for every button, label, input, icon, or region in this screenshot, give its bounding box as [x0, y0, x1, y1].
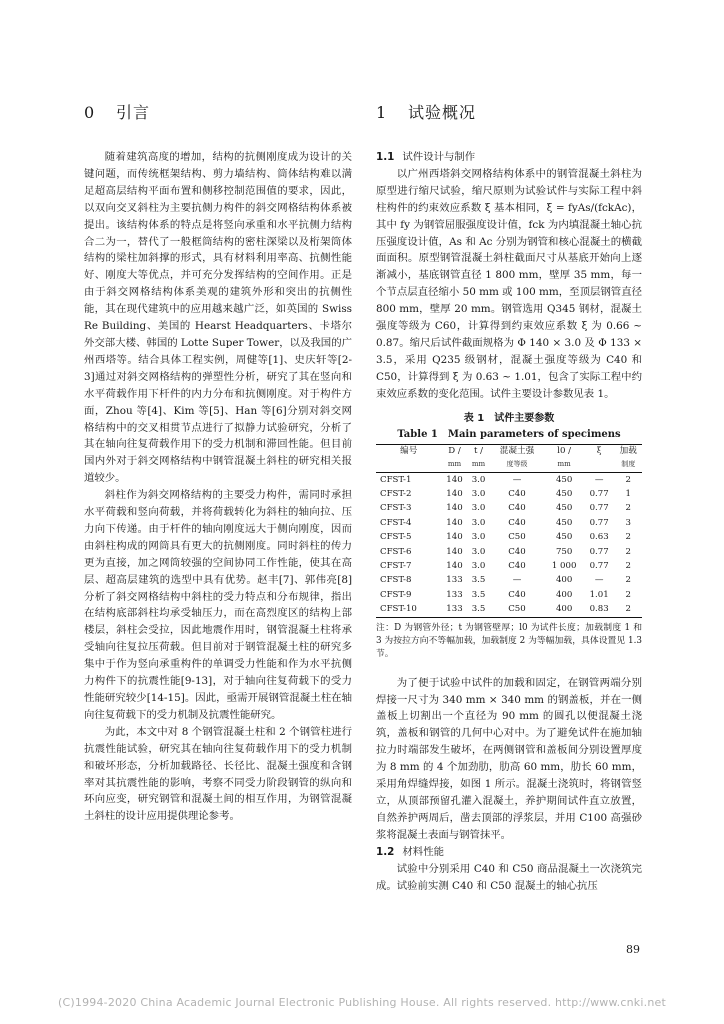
- table-row: [376, 487, 642, 501]
- table-cell: 3.0: [471, 474, 486, 485]
- table-caption-en: Table 1 Main parameters of specimens: [397, 428, 621, 440]
- subsection-heading-1-2: [376, 844, 642, 861]
- table-cell: 400: [555, 575, 573, 586]
- table-cell: 2: [625, 503, 631, 514]
- table-body: [376, 472, 642, 617]
- fabrication-paragraph: 为了便于试验中试件的加载和固定，在钢管两端分别焊接一尺寸为 340 mm × 340 mm 的钢盖板，并在一侧盖板上切割出一个直径为 90 mm 的圆孔以便混凝土浇筑，盖板和钢管的几何中心对中。为了避免试件在施加轴拉力时端部发生破坏，在两侧钢管和盖板间分别设置厚度为 8 mm 的 4 个加劲肋，肋高 60 mm，肋长 60 mm，采用角焊缝焊接，如图 1 所示。混凝土浇筑时，将钢管竖立，从顶部预留孔灌入混凝土，养护期间试件直立放置，自然养护两周后，凿去顶部的浮浆层，并用 C100 高强砂浆将混凝土表面与钢管抹平。: [376, 676, 642, 841]
- header-confinement: ξ: [596, 445, 602, 456]
- table-cell: 140: [446, 517, 463, 528]
- table-cell: 2: [625, 604, 631, 615]
- table-cell: 133: [446, 575, 463, 586]
- header-diameter-unit: mm: [447, 459, 462, 468]
- table-cell: 1 000: [551, 561, 577, 572]
- subsection-heading-1-1: [376, 149, 642, 166]
- material-properties-paragraph: 试验中分别采用 C40 和 C50 商品混凝土一次浇筑完成。试验前实测 C40 和 C50 混凝土的轴心抗压: [376, 862, 642, 892]
- table-header-row: [376, 444, 642, 458]
- table-cell: C40: [508, 517, 526, 528]
- table-cell: 0.77: [589, 561, 609, 572]
- table-cell: 133: [446, 604, 463, 615]
- table-cell: CFST-6: [380, 546, 412, 557]
- section-title-experiment-overview: [376, 100, 642, 123]
- table-cell: CFST-4: [380, 517, 412, 528]
- table-cell: 140: [446, 561, 463, 572]
- header-id: 编号: [400, 445, 418, 456]
- table-row: [376, 588, 642, 602]
- table-cell: C50: [508, 532, 526, 543]
- table-header-row-2: [376, 458, 642, 473]
- table-row: [376, 602, 642, 617]
- table-cell: 2: [625, 474, 631, 485]
- table-cell: 3.5: [471, 589, 486, 600]
- table-cell: 2: [625, 575, 631, 586]
- header-thickness: t /: [474, 445, 484, 456]
- section-title-text: 试验概况: [408, 103, 477, 122]
- table-cell: C40: [508, 546, 526, 557]
- table-cell: C50: [508, 604, 526, 615]
- table-caption-cn: 表 1 试件主要参数: [463, 412, 555, 424]
- table-cell: 3.0: [471, 489, 486, 499]
- table-row: [376, 472, 642, 487]
- table-cell: CFST-2: [380, 489, 412, 499]
- header-diameter: D /: [448, 445, 461, 456]
- table-cell: 450: [555, 532, 573, 543]
- table-cell: —: [594, 575, 604, 586]
- header-length: l0 /: [557, 445, 572, 456]
- header-loading: 加载: [619, 445, 637, 456]
- table-cell: CFST-8: [380, 575, 412, 586]
- table-cell: C40: [508, 589, 526, 600]
- subsection-number: 1.1: [376, 151, 395, 163]
- header-confinement-unit: [584, 458, 615, 473]
- table-cell: 2: [625, 589, 631, 600]
- table-cell: —: [512, 474, 522, 485]
- header-thickness-unit: mm: [471, 459, 486, 468]
- header-id-unit: [376, 458, 441, 473]
- table-note: 注：D 为钢管外径；t 为钢管壁厚；l0 为试件长度；加载制度 1 和 3 为按拉方向不等幅加载，加载制度 2 为等幅加载，具体设置见 1.3 节。: [376, 622, 642, 659]
- table-cell: 3.0: [471, 546, 486, 557]
- intro-paragraph-2: 斜柱作为斜交网格结构的主要受力构件，需同时承担水平荷载和竖向荷载，并将荷载转化为斜柱的轴向拉、压力向下传递。由于杆件的轴向刚度远大于侧向刚度，因而由斜柱构成的网筒具有更大的抗侧刚度。同时斜柱的传力更为直接，加之网筒较强的空间协同工作性能，使其在高层、超高层建筑的选型中具有优势。赵丰[7]、郭伟亮[8]分析了斜交网格结构中斜柱的受力特点和分布规律，指出在结构底部斜柱均承受轴压力，而在高烈度区的结构上部楼层，斜柱会受拉，因此地震作用时，钢管混凝土柱将承受轴向往复拉压荷载。但目前对于钢管混凝土柱的研究多集中于作为竖向承重构件的单调受力性能和作为水平抗侧力构件下的抗震性能[9-13]，对于轴向往复荷载下的受力性能研究较少[14-15]。因此，亟需开展钢管混凝土柱在轴向往复荷载下的受力机制及抗震性能研究。: [84, 489, 352, 721]
- table-cell: 1.01: [589, 589, 609, 600]
- intro-paragraph-1: 随着建筑高度的增加，结构的抗侧刚度成为设计的关键问题，而传统框架结构、剪力墙结构、筒体结构难以满足超高层结构平面布置和侧移控制范围值的要求，因此，以双向交叉斜柱为主要抗侧力构件的斜交网格结构体系被提出。该结构体系的特点是将竖向承重和水平抗侧力结构合二为一，替代了一般框筒结构的密柱深梁以及桁架筒体结构的梁柱加斜撑的形式，具有材料利用率高、抗侧性能好、刚度大等优点，并可充分发挥结构的空间作用。正是由于斜交网格结构体系美观的建筑外形和突出的抗侧性能，其在现代建筑中的应用越来越广泛，如英国的 Swiss Re Building、美国的 Hearst Headquarters、卡塔尔外交部大楼、韩国的 Lotte Super Tower，以及我国的广州西塔等。结合具体工程实例，周健等[1]、史庆轩等[2-3]通过对斜交网格结构的弹塑性分析，研究了其在竖向和水平荷载作用下杆件的内力分布和抗侧刚度。对于构件方面，Zhou 等[4]、Kim 等[5]、Han 等[6]分别对斜交网格结构中的交叉相贯节点进行了拟静力试验研究，分析了其在轴向往复荷载作用下的受力机制和滞回性能。但目前国内外对于斜交网格结构中钢管混凝土斜柱的研究相关报道较少。: [84, 151, 352, 485]
- table-row: [376, 573, 642, 587]
- table-cell: —: [512, 575, 522, 586]
- table-row: [376, 545, 642, 559]
- table-cell: CFST-9: [380, 589, 412, 600]
- table-cell: 3: [625, 517, 631, 528]
- subsection-number: 1.2: [376, 845, 395, 858]
- page-number: 89: [626, 943, 640, 956]
- table-cell: CFST-3: [380, 503, 412, 514]
- header-loading-line2: 制度: [621, 459, 636, 468]
- table-cell: 3.0: [471, 503, 486, 514]
- table-cell: C40: [508, 489, 526, 499]
- table-cell: 140: [446, 532, 463, 543]
- section-title-text: 引言: [116, 103, 151, 122]
- table-row: [376, 559, 642, 573]
- table-cell: 0.77: [589, 489, 609, 499]
- specimen-design-paragraph: 以广州西塔斜交网格结构体系中的钢管混凝土斜柱为原型进行缩尺试验，缩尺原则为试验试件与实际工程中斜柱构件的约束效应系数 ξ 基本相同，ξ = fyAs/(fckAc)，其中 fy 为钢管屈服强度设计值，fck 为内填混凝土轴心抗压强度设计值，As 和 Ac 分别为钢管和核心混凝土的横截面面积。原型钢管混凝土斜柱截面尺寸从基底开始向上逐渐减小，基底钢管直径 1 800 mm，壁厚 35 mm，每一个节点层直径缩小 50 mm 或 100 mm，至顶层钢管直径 800 mm，壁厚 20 mm。钢管选用 Q345 钢材，混凝土强度等级为 C60，计算得到约束效应系数 ξ 为 0.66 ~ 0.87。缩尺后试件截面规格为 Φ 140 × 3.0 及 Φ 133 × 3.5，采用 Q235 级钢材，混凝土强度等级为 C40 和 C50，计算得到 ξ 为 0.63 ~ 1.01，包含了实际工程中约束效应系数的变化范围。试件主要设计参数见表 1。: [376, 167, 642, 400]
- right-column: [376, 100, 642, 894]
- subsection-title: 材料性能: [402, 845, 444, 858]
- table-cell: 0.63: [589, 532, 609, 543]
- table-cell: 450: [555, 489, 573, 499]
- table-cell: 2: [625, 546, 631, 557]
- table-cell: —: [594, 474, 604, 485]
- header-concrete-grade-line2: 度等级: [506, 459, 528, 468]
- table-cell: 140: [446, 474, 463, 485]
- table-cell: C40: [508, 561, 526, 572]
- table-cell: CFST-1: [380, 474, 412, 485]
- section-number: 1: [376, 103, 388, 122]
- table-row: [376, 516, 642, 530]
- left-column: [84, 100, 352, 825]
- table-cell: 450: [555, 503, 573, 514]
- table-cell: 0.77: [589, 503, 609, 514]
- table-row: [376, 501, 642, 515]
- header-length-unit: mm: [557, 459, 571, 468]
- table-cell: 450: [555, 474, 573, 485]
- table-cell: 750: [555, 546, 573, 557]
- table-cell: CFST-5: [380, 532, 412, 543]
- table-cell: 140: [446, 546, 463, 557]
- table-cell: 0.77: [589, 546, 609, 557]
- table-cell: 140: [446, 489, 463, 499]
- specimen-parameters-table: [376, 444, 642, 618]
- copyright-watermark: (C)1994-2020 China Academic Journal Electronic Publishing House. All rights reserved. http://www.cnki.net: [58, 996, 666, 1009]
- table-cell: 2: [625, 561, 631, 572]
- table-cell: 0.83: [589, 604, 609, 615]
- table-cell: CFST-10: [380, 604, 417, 615]
- table-row: [376, 530, 642, 544]
- table-cell: 140: [446, 503, 463, 514]
- intro-paragraph-3: 为此，本文中对 8 个钢管混凝土柱和 2 个钢管柱进行抗震性能试验，研究其在轴向往复荷载作用下的受力机制和破坏形态，分析加载路径、长径比、混凝土强度和含钢率对其抗震性能的影响，考察不同受力阶段钢管的纵向和环向应变，研究钢管和混凝土间的相互作用，为钢管混凝土斜柱的设计应用提供理论参考。: [84, 725, 352, 823]
- table-cell: 3.5: [471, 604, 486, 615]
- table-cell: 3.0: [471, 517, 486, 528]
- table-cell: C40: [508, 503, 526, 514]
- subsection-title: 试件设计与制作: [402, 151, 476, 163]
- table-cell: 3.0: [471, 532, 486, 543]
- table-cell: 2: [625, 532, 631, 543]
- header-concrete-grade: 混凝土强: [499, 445, 535, 456]
- table-cell: 133: [446, 589, 463, 600]
- table-cell: CFST-7: [380, 561, 412, 572]
- table-cell: 0.77: [589, 517, 609, 528]
- table-cell: 1: [625, 489, 631, 499]
- table-cell: 450: [555, 517, 573, 528]
- section-number: 0: [84, 103, 96, 122]
- table-cell: 400: [555, 604, 573, 615]
- section-title-introduction: [84, 100, 352, 123]
- table-cell: 3.0: [471, 561, 486, 572]
- table-cell: 3.5: [471, 575, 486, 586]
- table-cell: 400: [555, 589, 573, 600]
